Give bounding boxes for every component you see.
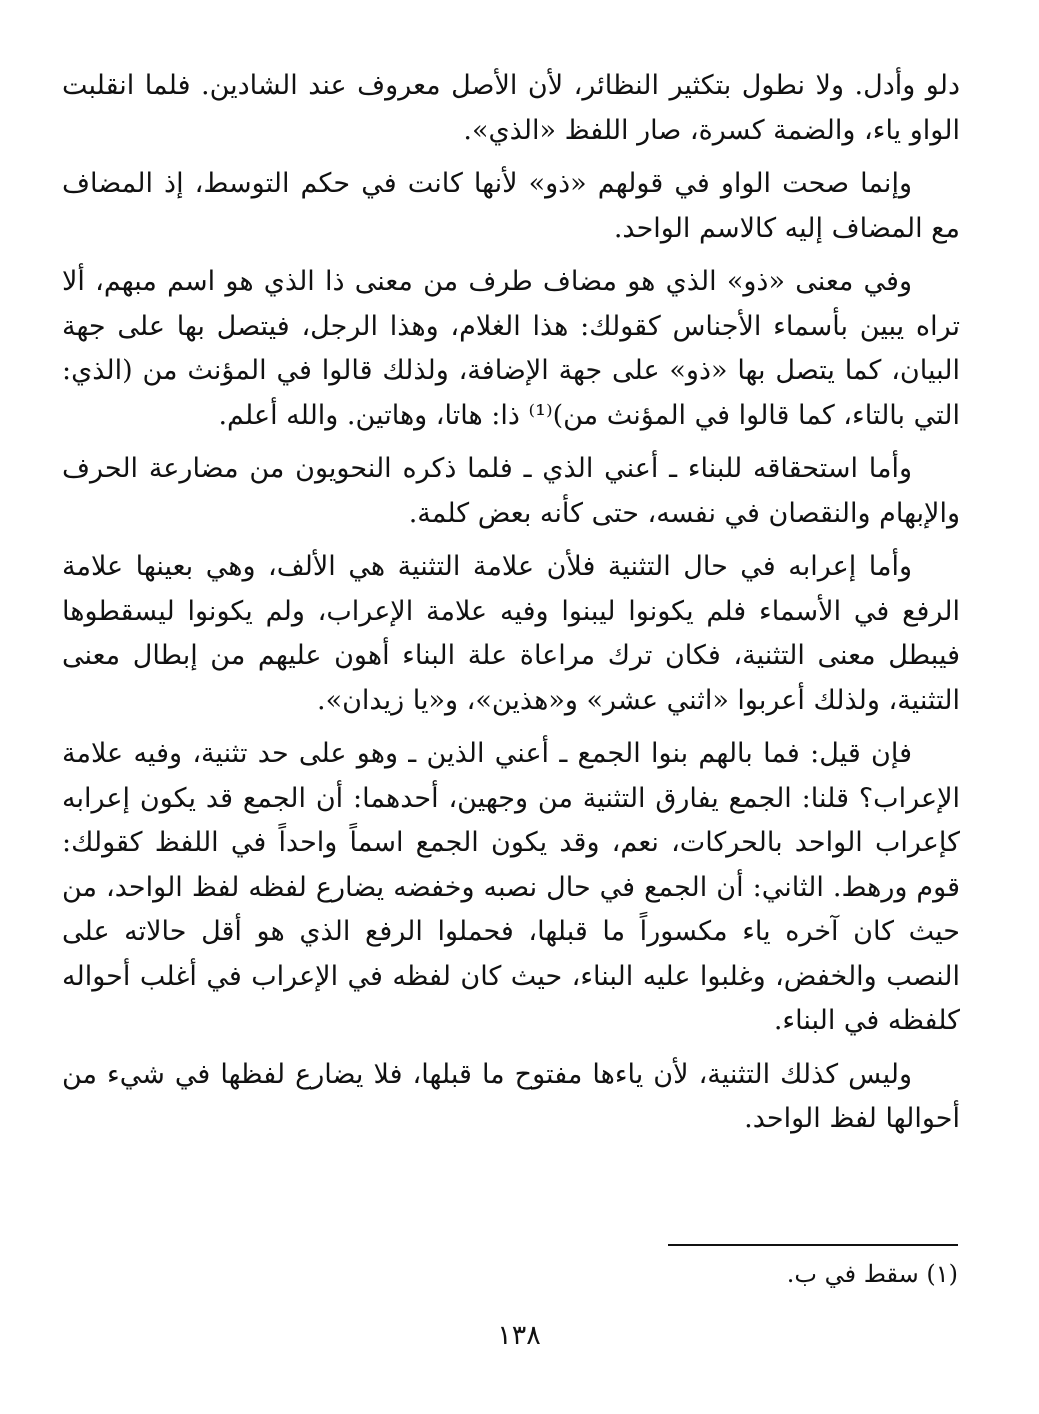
footnote: (١) سقط في ب. (786, 1260, 958, 1288)
footnote-divider (668, 1244, 958, 1246)
paragraph-3: وفي معنى «ذو» الذي هو مضاف طرف من معنى ذا الذي هو اسم مبهم، ألا تراه يبين بأسماء الأجناس كقولك: هذا الغلام، وهذا الرجل، فيتصل بها على جهة البيان، كما يتصل بها «ذو» على جهة الإضافة، ولذلك قالوا في المؤنث من (الذي: التي بالتاء، كما قالوا في المؤنث من)⁽¹⁾ ذا: هاتا، وهاتين. والله أعلم. (62, 266, 960, 431)
paragraph-6: فإن قيل: فما بالهم بنوا الجمع ـ أعني الذين ـ وهو على حد تثنية، وفيه علامة الإعراب؟ قلنا: الجمع يفارق التثنية من وجهين، أحدهما: أن الجمع قد يكون إعرابه كإعراب الواحد بالحركات، نعم، وقد يكون الجمع اسماً واحداً في اللفظ كقولك: قوم ورهط. الثاني: أن الجمع في حال نصبه وخفضه يضارع لفظه لفظ الواحد، من حيث كان آخره ياء مكسوراً ما قبلها، فحملوا الرفع الذي هو أقل حالاته على النصب والخفض، وغلبوا عليه البناء، حيث كان لفظه في الإعراب في أغلب أحواله كلفظه في البناء. (62, 738, 960, 1036)
paragraph-7: وليس كذلك التثنية، لأن ياءها مفتوح ما قبلها، فلا يضارع لفظها في شيء من أحوالها لفظ الواحد. (62, 1058, 960, 1134)
page-number: ١٣٨ (497, 1320, 541, 1351)
paragraph-5: وأما إعرابه في حال التثنية فلأن علامة التثنية هي الألف، وهي بعينها علامة الرفع في الأسماء فلم يكونوا ليبنوا وفيه علامة الإعراب، ولم يكونوا ليسقطوها فيبطل معنى التثنية، فكان ترك مراعاة علة البناء أهون عليهم من إبطال معنى التثنية، ولذلك أعربوا «اثني عشر» و«هذين»، و«يا زيدان». (62, 551, 960, 716)
paragraph-2: وإنما صحت الواو في قولهم «ذو» لأنها كانت في حكم التوسط، إذ المضاف مع المضاف إليه كالاسم الواحد. (62, 168, 960, 244)
paragraph-1: دلو وأدل. ولا نطول بتكثير النظائر، لأن الأصل معروف عند الشادين. فلما انقلبت الواو ياء، والضمة كسرة، صار اللفظ «الذي». (62, 70, 960, 146)
main-text (62, 64, 960, 1151)
paragraph-4: وأما استحقاقه للبناء ـ أعني الذي ـ فلما ذكره النحويون من مضارعة الحرف والإبهام والنقصان في نفسه، حتى كأنه بعض كلمة. (62, 453, 960, 529)
